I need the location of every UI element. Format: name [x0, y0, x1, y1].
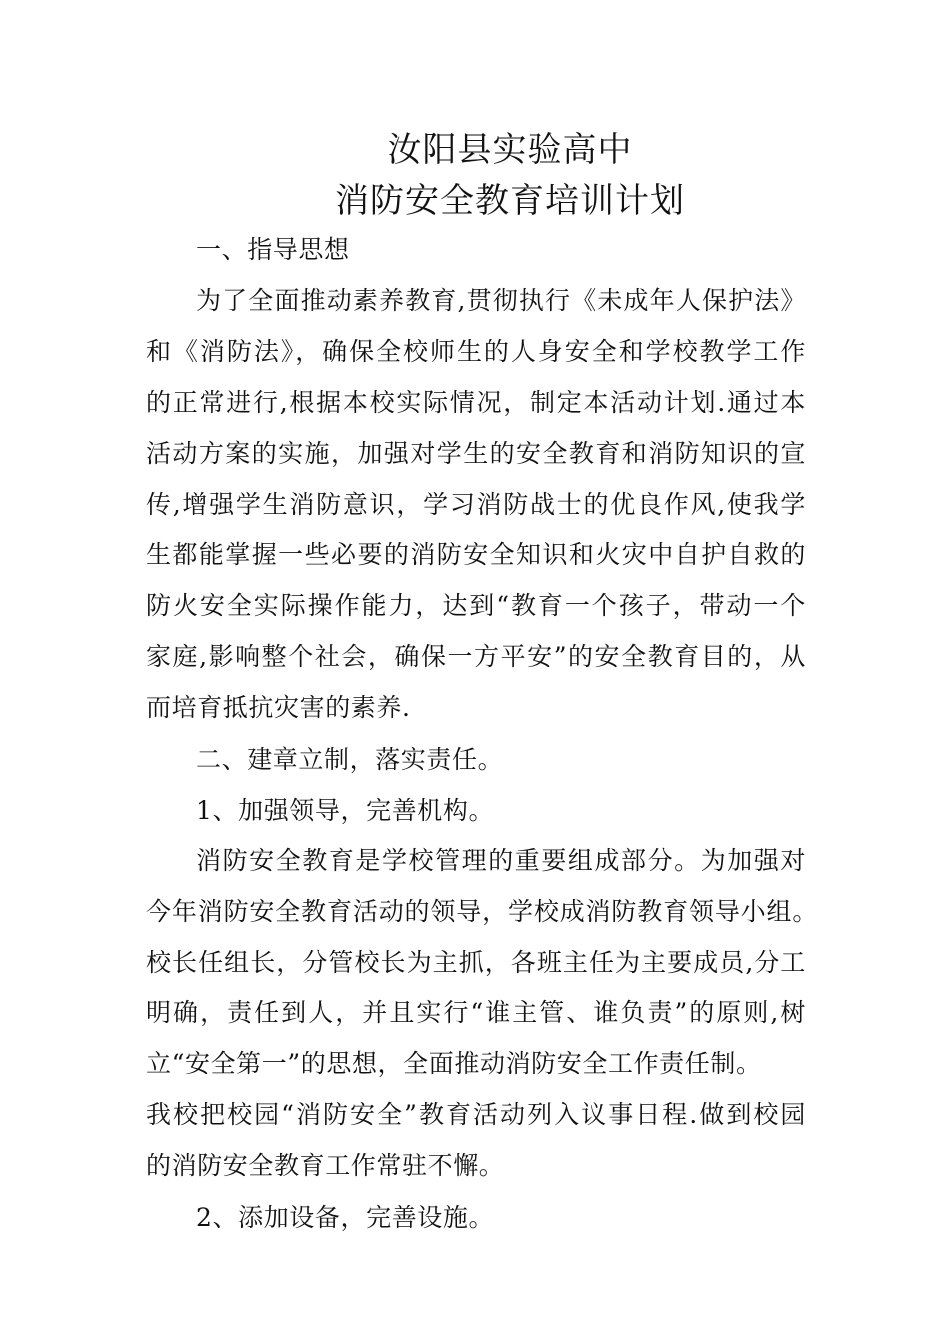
paragraph-line: 校长任组长，分管校长为主抓，各班主任为主要成员,分工: [146, 948, 806, 977]
paragraph-line: 明确，责任到人，并且实行“谁主管、谁负责”的原则,树: [146, 998, 806, 1027]
paragraph-line: 和《消防法》，确保全校师生的人身安全和学校教学工作: [146, 337, 806, 366]
paragraph-line: 家庭,影响整个社会，确保一方平安”的安全教育目的，从: [146, 642, 806, 671]
paragraph-line: 传,增强学生消防意识，学习消防战士的优良作风,使我学: [146, 490, 806, 519]
section-heading-regulations: 二、建章立制，落实责任。: [196, 745, 504, 774]
paragraph-line: 今年消防安全教育活动的领导，学校成消防教育领导小组。: [146, 897, 818, 926]
paragraph-line: 的正常进行,根据本校实际情况，制定本活动计划.通过本: [146, 388, 806, 417]
paragraph-line: 为了全面推动素养教育,贯彻执行《未成年人保护法》: [196, 286, 806, 315]
paragraph-line: 防火安全实际操作能力，达到“教育一个孩子，带动一个: [146, 591, 806, 620]
subsection-heading-leadership: 1、加强领导，完善机构。: [196, 796, 495, 825]
subsection-heading-equipment: 2、添加设备，完善设施。: [196, 1203, 495, 1232]
paragraph-line: 我校把校园“消防安全”教育活动列入议事日程.做到校园: [146, 1100, 806, 1129]
document-title-plan: 消防安全教育培训计划: [335, 181, 685, 221]
paragraph-line: 的消防安全教育工作常驻不懈。: [146, 1151, 505, 1180]
section-heading-guiding-thought: 一、指导思想: [196, 235, 350, 264]
paragraph-line: 活动方案的实施，加强对学生的安全教育和消防知识的宣: [146, 439, 806, 468]
paragraph-line: 消防安全教育是学校管理的重要组成部分。为加强对: [196, 846, 806, 875]
paragraph-line: 而培育抵抗灾害的素养.: [146, 693, 411, 722]
document-title-school: 汝阳县实验高中: [387, 130, 633, 170]
paragraph-line: 立“安全第一”的思想，全面推动消防安全工作责任制。: [146, 1049, 762, 1078]
paragraph-line: 生都能掌握一些必要的消防安全知识和火灾中自护自救的: [146, 540, 806, 569]
